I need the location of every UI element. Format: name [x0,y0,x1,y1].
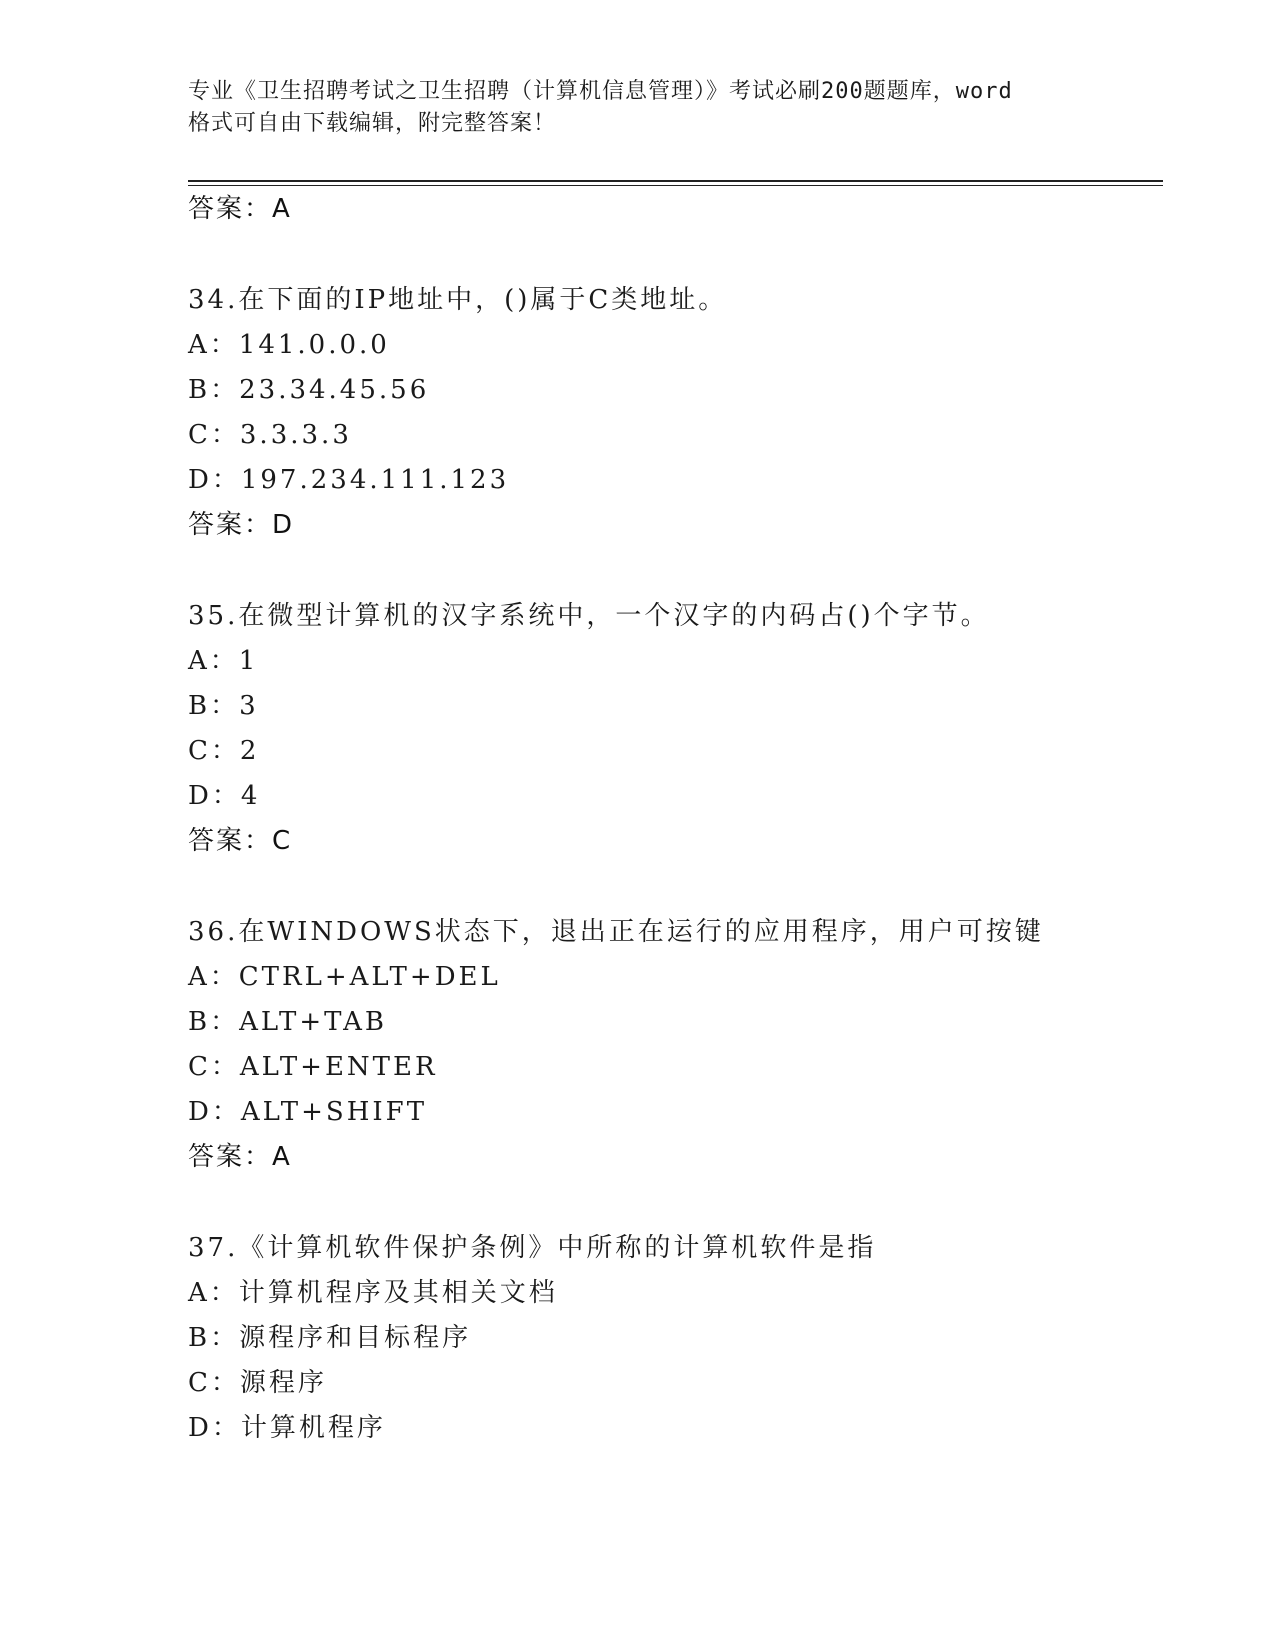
question-34-option-b: B：23.34.45.56 [188,375,430,405]
question-35-option-a: A：1 [188,646,259,676]
question-35-stem: 35.在微型计算机的汉字系统中，一个汉字的内码占()个字节。 [188,601,990,631]
question-37-option-c: C：源程序 [188,1368,327,1398]
question-34-option-c: C：3.3.3.3 [188,420,352,450]
question-36-option-c: C：ALT+ENTER [188,1052,438,1082]
answer-q35: 答案：C [188,826,293,856]
header-divider-thin [188,185,1163,186]
question-36-option-b: B：ALT+TAB [188,1007,387,1037]
header-line-1: 专业《卫生招聘考试之卫生招聘（计算机信息管理）》考试必刷200题题库，word [188,79,1013,104]
question-35-option-b: B：3 [188,691,259,721]
page-header [188,76,1118,140]
header-line-2: 格式可自由下载编辑，附完整答案！ [188,111,557,136]
question-35-option-d: D：4 [188,781,261,811]
question-36-stem: 36.在WINDOWS状态下，退出正在运行的应用程序，用户可按键 [188,917,1044,947]
question-37-stem: 37.《计算机软件保护条例》中所称的计算机软件是指 [188,1233,877,1263]
header-divider-thick [188,180,1163,182]
question-37-option-b: B：源程序和目标程序 [188,1323,472,1353]
question-37-option-a: A：计算机程序及其相关文档 [188,1278,558,1308]
question-36-option-a: A：CTRL+ALT+DEL [188,962,501,992]
question-37-option-d: D：计算机程序 [188,1413,386,1443]
answer-q36: 答案：A [188,1142,292,1172]
answer-q34: 答案：D [188,510,295,540]
question-35-option-c: C：2 [188,736,260,766]
question-36-option-d: D：ALT+SHIFT [188,1097,428,1127]
question-34-option-a: A：141.0.0.0 [188,330,390,360]
question-34-stem: 34.在下面的IP地址中，()属于C类地址。 [188,285,728,315]
answer-q33: 答案：A [188,194,292,224]
question-34-option-d: D：197.234.111.123 [188,465,510,495]
